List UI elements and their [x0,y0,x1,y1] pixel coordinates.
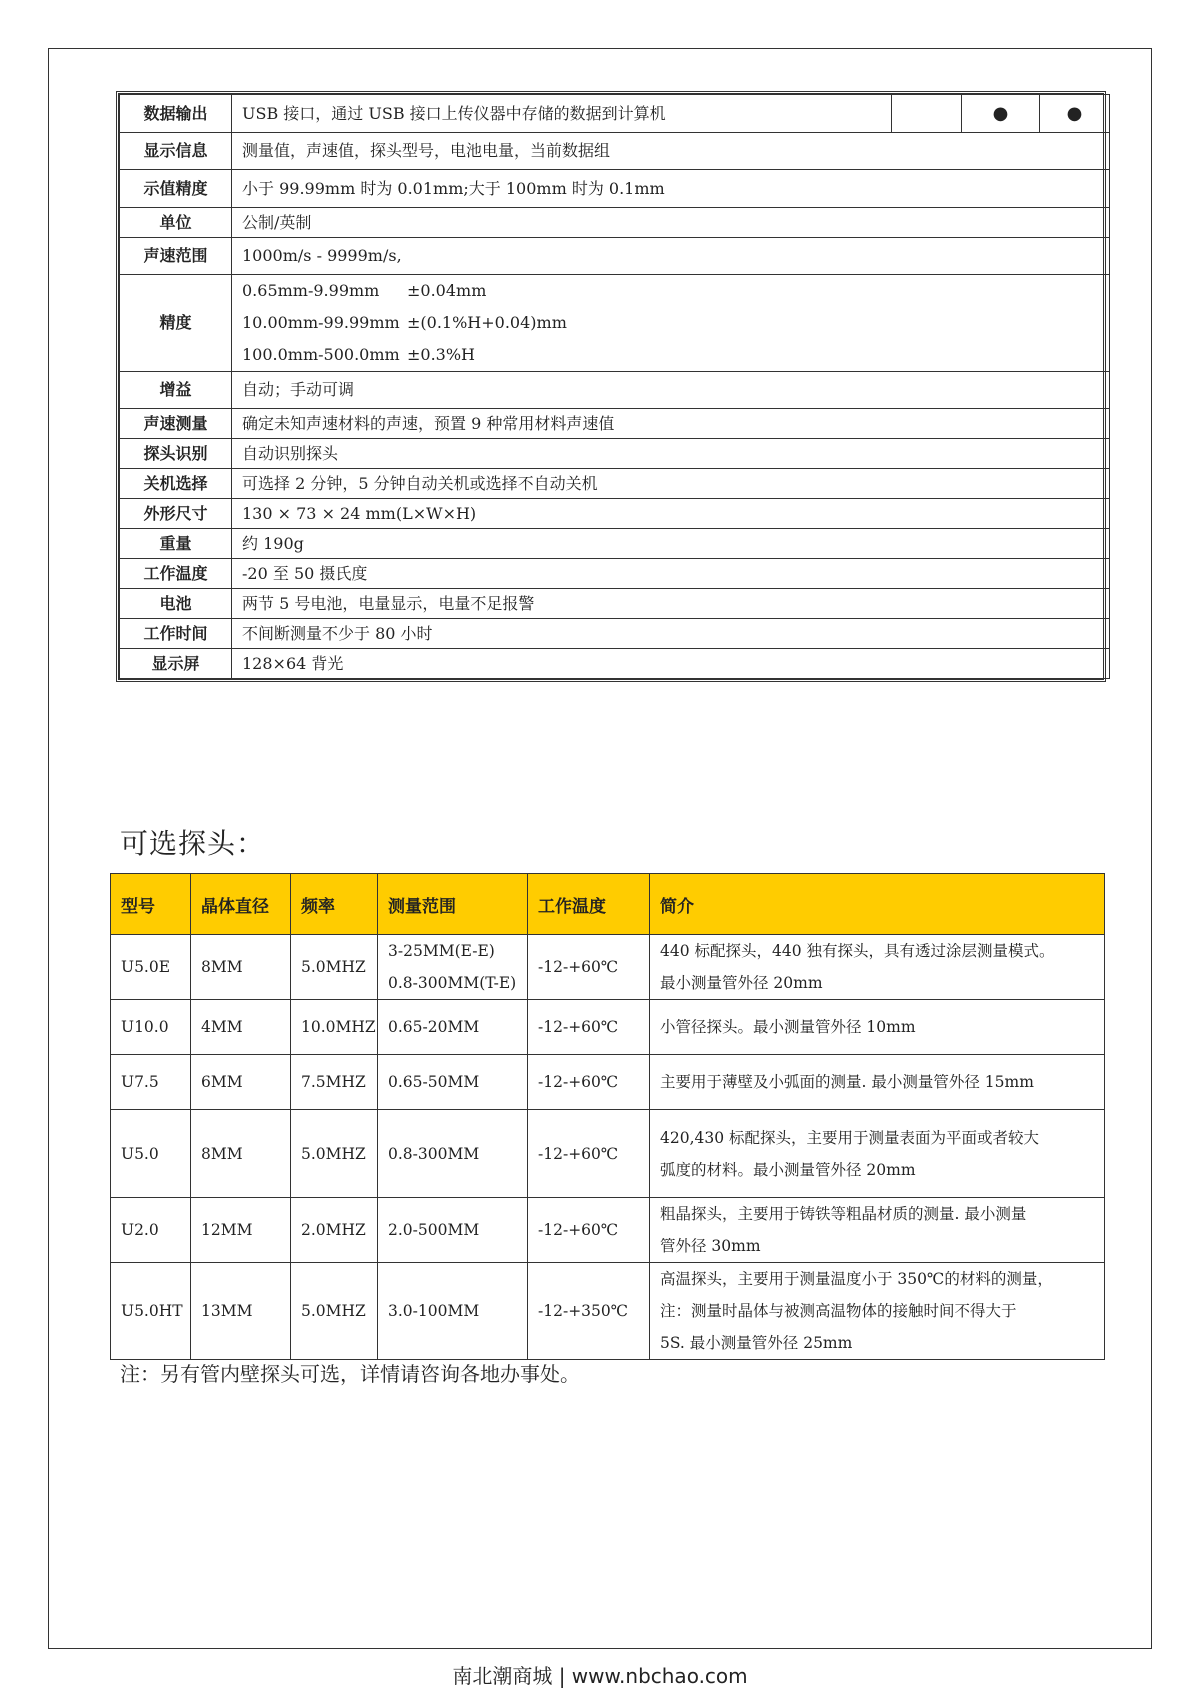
probe-frequency: 2.0MHZ [291,1198,378,1263]
probes-note: 注：另有管内壁探头可选，详情请咨询各地办事处。 [120,1362,580,1386]
spec-label: 外形尺寸 [120,499,232,529]
spec-row-accuracy [120,275,1110,372]
probes-table [110,873,1105,1360]
spec-row [120,372,1110,409]
accuracy-tolerance: ±(0.1%H+0.04)mm [407,313,567,333]
probe-frequency: 10.0MHZ [291,1000,378,1055]
probe-range-line: 0.8-300MM [388,1144,480,1163]
spec-label: 单位 [120,208,232,238]
spec-value: -20 至 50 摄氏度 [232,559,1110,589]
probes-section-title: 可选探头： [120,827,266,860]
probe-description-line: 粗晶探头，主要用于铸铁等粗晶材质的测量. 最小测量 [660,1205,1027,1223]
spec-value: 公制/英制 [232,208,1110,238]
probe-diameter: 13MM [191,1263,291,1360]
probe-range-line: 3-25MM(E-E) [388,942,495,960]
probe-description [650,1198,1105,1263]
probe-diameter: 4MM [191,1000,291,1055]
spec-label: 工作温度 [120,559,232,589]
spec-row [120,499,1110,529]
probe-range-line: 0.8-300MM(T-E) [388,974,517,992]
probe-description [650,1000,1105,1055]
spec-label: 数据输出 [120,95,232,133]
spec-label: 探头识别 [120,439,232,469]
spec-row [120,133,1110,170]
spec-label: 工作时间 [120,619,232,649]
probe-description [650,1110,1105,1198]
spec-row [120,529,1110,559]
probe-model: U10.0 [111,1000,191,1055]
spec-label: 电池 [120,589,232,619]
probe-row [111,1263,1105,1360]
accuracy-line [242,339,1099,371]
spec-label: 精度 [120,275,232,372]
probes-header-cell: 简介 [650,874,1105,935]
spec-row [120,619,1110,649]
spec-value: 130 × 73 × 24 mm(L×W×H) [232,499,1110,529]
probe-temperature: -12-+60℃ [528,935,650,1000]
probe-row [111,935,1105,1000]
spec-row [120,439,1110,469]
probe-description-line: 管外径 30mm [660,1237,761,1255]
spec-value: 可选择 2 分钟，5 分钟自动关机或选择不自动关机 [232,469,1110,499]
spec-row [120,559,1110,589]
probe-range [378,1198,528,1263]
probe-range [378,1055,528,1110]
probe-row [111,1055,1105,1110]
probe-description-line: 440 标配探头，440 独有探头，具有透过涂层测量模式。 [660,942,1055,960]
probe-range [378,1110,528,1198]
probe-temperature: -12-+60℃ [528,1198,650,1263]
spec-row [120,95,1110,133]
spec-label: 显示信息 [120,133,232,170]
spec-row [120,409,1110,439]
spec-label: 重量 [120,529,232,559]
probe-row [111,1110,1105,1198]
probe-model: U2.0 [111,1198,191,1263]
spec-row [120,208,1110,238]
probe-model: U5.0HT [111,1263,191,1360]
probe-frequency: 5.0MHZ [291,935,378,1000]
probe-description [650,935,1105,1000]
spec-value: USB 接口，通过 USB 接口上传仪器中存储的数据到计算机 [232,95,892,133]
accuracy-range: 10.00mm-99.99mm [242,313,400,333]
probe-description-line: 注：测量时晶体与被测高温物体的接触时间不得大于 [660,1302,1017,1320]
spec-row [120,649,1110,679]
accuracy-tolerance: ±0.04mm [407,281,487,301]
probe-temperature: -12-+350℃ [528,1263,650,1360]
probe-diameter: 8MM [191,935,291,1000]
probe-range-line: 0.65-50MM [388,1073,480,1091]
spec-table [116,91,1106,682]
probes-header-row [111,874,1105,935]
probe-temperature: -12-+60℃ [528,1055,650,1110]
probe-diameter: 12MM [191,1198,291,1263]
probe-description-line: 5S. 最小测量管外径 25mm [660,1334,853,1352]
spec-value: 自动识别探头 [232,439,1110,469]
spec-value: 约 190g [232,529,1110,559]
spec-value: 确定未知声速材料的声速，预置 9 种常用材料声速值 [232,409,1110,439]
spec-value: 自动；手动可调 [232,372,1110,409]
spec-value: 不间断测量不少于 80 小时 [232,619,1110,649]
probe-description [650,1263,1105,1360]
probes-header-cell: 型号 [111,874,191,935]
spec-label: 示值精度 [120,170,232,208]
spec-value: 1000m/s - 9999m/s, [232,238,1110,275]
spec-mark: ● [962,95,1040,133]
probe-frequency: 7.5MHZ [291,1055,378,1110]
probe-range [378,935,528,1000]
spec-mark: ● [1040,95,1110,133]
probe-description [650,1055,1105,1110]
probe-description-line: 高温探头，主要用于测量温度小于 350℃的材料的测量， [660,1270,1053,1288]
spec-row [120,469,1110,499]
spec-mark [892,95,962,133]
accuracy-line [242,275,1099,307]
accuracy-line [242,307,1099,339]
probe-description-line: 420,430 标配探头，主要用于测量表面为平面或者较大 [660,1128,1040,1147]
probe-range-line: 3.0-100MM [388,1302,480,1320]
probe-temperature: -12-+60℃ [528,1110,650,1198]
probe-row [111,1000,1105,1055]
footer: 南北潮商城 | www.nbchao.com [452,1664,748,1688]
spec-label: 增益 [120,372,232,409]
probe-range [378,1000,528,1055]
probes-header-cell: 频率 [291,874,378,935]
spec-value: 小于 99.99mm 时为 0.01mm;大于 100mm 时为 0.1mm [232,170,1110,208]
spec-value: 两节 5 号电池，电量显示，电量不足报警 [232,589,1110,619]
spec-row [120,170,1110,208]
accuracy-tolerance: ±0.3%H [407,345,476,365]
probe-range-line: 2.0-500MM [388,1221,480,1239]
probe-description-line: 弧度的材料。最小测量管外径 20mm [660,1160,916,1179]
spec-value [232,275,1110,372]
probe-model: U5.0E [111,935,191,1000]
spec-label: 显示屏 [120,649,232,679]
probe-description-line: 主要用于薄壁及小弧面的测量. 最小测量管外径 15mm [660,1073,1034,1091]
probe-model: U7.5 [111,1055,191,1110]
probe-frequency: 5.0MHZ [291,1263,378,1360]
probe-row [111,1198,1105,1263]
spec-row [120,589,1110,619]
probe-diameter: 8MM [191,1110,291,1198]
probe-range [378,1263,528,1360]
probe-description-line: 最小测量管外径 20mm [660,974,823,992]
probe-range-line: 0.65-20MM [388,1018,480,1036]
probe-diameter: 6MM [191,1055,291,1110]
accuracy-range: 100.0mm-500.0mm [242,345,400,365]
probe-temperature: -12-+60℃ [528,1000,650,1055]
spec-row [120,238,1110,275]
probes-header-cell: 工作温度 [528,874,650,935]
probe-description-line: 小管径探头。最小测量管外径 10mm [660,1018,916,1036]
spec-value: 128×64 背光 [232,649,1110,679]
accuracy-range: 0.65mm-9.99mm [242,281,380,301]
probe-model: U5.0 [111,1110,191,1198]
spec-value: 测量值，声速值，探头型号，电池电量，当前数据组 [232,133,1110,170]
spec-label: 关机选择 [120,469,232,499]
probes-header-cell: 晶体直径 [191,874,291,935]
spec-label: 声速测量 [120,409,232,439]
probe-frequency: 5.0MHZ [291,1110,378,1198]
probes-header-cell: 测量范围 [378,874,528,935]
spec-label: 声速范围 [120,238,232,275]
